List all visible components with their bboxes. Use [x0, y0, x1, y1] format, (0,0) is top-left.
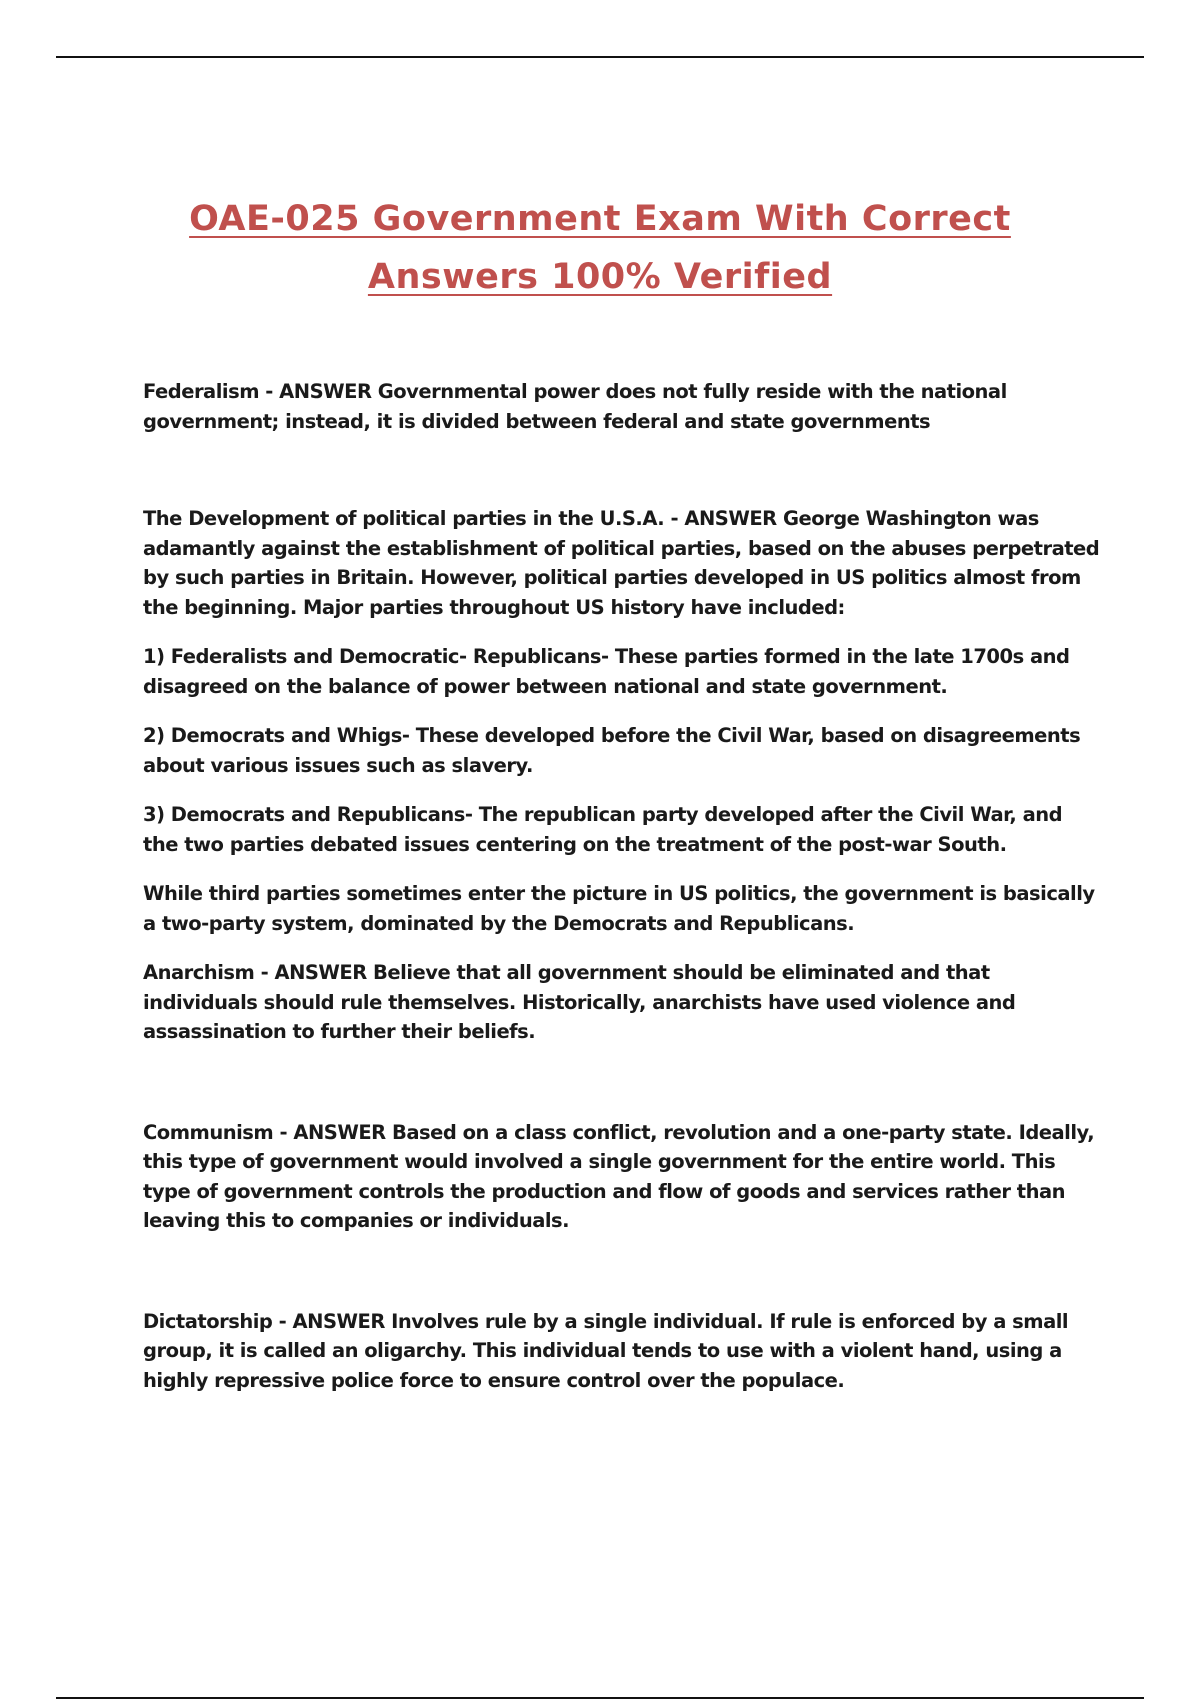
- paragraph-parties-item-2: 2) Democrats and Whigs- These developed before the Civil War, based on disagreements about various issues such as slavery.: [143, 724, 1081, 777]
- paragraph-political-parties: The Development of political parties in the U.S.A. - ANSWER George Washington was adamantly against the establishment of political parties, based on the abuses perpetrated by such parties in Britain. However, political parties developed in US politics almost from the beginning. Major parties throughout US history have included:: [143, 507, 1100, 619]
- title-line-1: OAE-025 Government Exam With Correct: [189, 199, 1011, 239]
- paragraph-dictatorship: Dictatorship - ANSWER Involves rule by a single individual. If rule is enforced by a small group, it is called an oligarchy. This individual tends to use with a violent hand, using a highly repressive police force to ensure control over the populace.: [143, 1309, 1069, 1392]
- header-rule: [56, 56, 1144, 58]
- paragraph-federalism: Federalism - ANSWER Governmental power does not fully reside with the national government; instead, it is divided between federal and state governments: [143, 380, 1007, 433]
- title-line-2: Answers 100% Verified: [367, 257, 833, 297]
- paragraph-parties-item-3: 3) Democrats and Republicans- The republican party developed after the Civil War, and the two parties debated issues centering on the treatment of the post-war South.: [143, 803, 1063, 856]
- paragraph-third-parties: While third parties sometimes enter the picture in US politics, the government is basically a two-party system, dominated by the Democrats and Republicans.: [143, 882, 1095, 935]
- paragraph-communism: Communism - ANSWER Based on a class conflict, revolution and a one-party state. Ideally, this type of government would involved a single government for the entire world. This type of government controls the production and flow of goods and services rather than leaving this to companies or individuals.: [143, 1120, 1095, 1232]
- paragraph-anarchism: Anarchism - ANSWER Believe that all government should be eliminated and that individuals should rule themselves. Historically, anarchists have used violence and assassination to further their beliefs.: [143, 961, 1016, 1043]
- document-title: [0, 190, 1200, 306]
- paragraph-parties-item-1: 1) Federalists and Democratic- Republicans- These parties formed in the late 1700s and disagreed on the balance of power between national and state government.: [143, 645, 1070, 698]
- footer-rule: [56, 1697, 1144, 1699]
- document-body: [143, 377, 1103, 1395]
